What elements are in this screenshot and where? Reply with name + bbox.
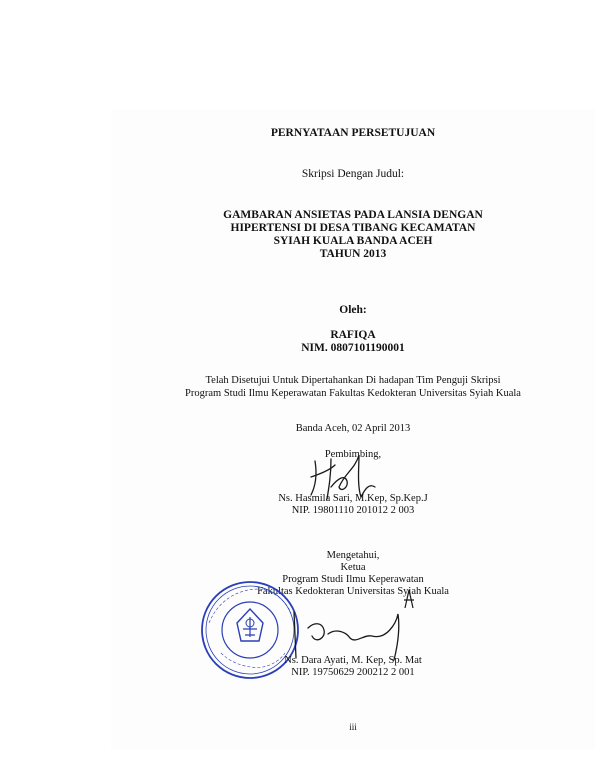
author-nim: NIM. 0807101190001 [301, 342, 405, 354]
head-name: Ns. Dara Ayati, M. Kep, Sp. Mat [284, 655, 422, 666]
thesis-title-line-3: SYIAH KUALA BANDA ACEH [273, 235, 433, 247]
by-label: Oleh: [339, 304, 367, 316]
supervisor-label: Pembimbing, [324, 449, 382, 460]
subtitle: Skripsi Dengan Judul: [301, 168, 405, 180]
head-role: Ketua [340, 562, 366, 573]
head-nip: NIP. 19750629 200212 2 001 [291, 667, 415, 678]
approval-line-2: Program Studi Ilmu Keperawatan Fakultas Kedokteran Universitas Syiah Kuala [185, 388, 521, 399]
page-number: iii [349, 722, 357, 732]
supervisor-name: Ns. Hasmila Sari, M.Kep, Sp.Kep.J [278, 493, 428, 504]
thesis-title-line-2: HIPERTENSI DI DESA TIBANG KECAMATAN [230, 222, 476, 234]
head-faculty: Fakultas Kedokteran Universitas Syiah Kuala [257, 586, 449, 597]
head-label: Mengetahui, [326, 550, 380, 561]
head-program: Program Studi Ilmu Keperawatan [282, 574, 424, 585]
page-title: PERNYATAAN PERSETUJUAN [270, 127, 436, 139]
supervisor-nip: NIP. 19801110 201012 2 003 [291, 505, 415, 516]
place-date: Banda Aceh, 02 April 2013 [295, 423, 411, 434]
thesis-title-line-1: GAMBARAN ANSIETAS PADA LANSIA DENGAN [223, 209, 483, 221]
thesis-title-line-4: TAHUN 2013 [319, 248, 387, 260]
author-name: RAFIQA [330, 329, 376, 341]
approval-line-1: Telah Disetujui Untuk Dipertahankan Di hadapan Tim Penguji Skripsi [205, 375, 501, 386]
document-page [111, 109, 595, 749]
